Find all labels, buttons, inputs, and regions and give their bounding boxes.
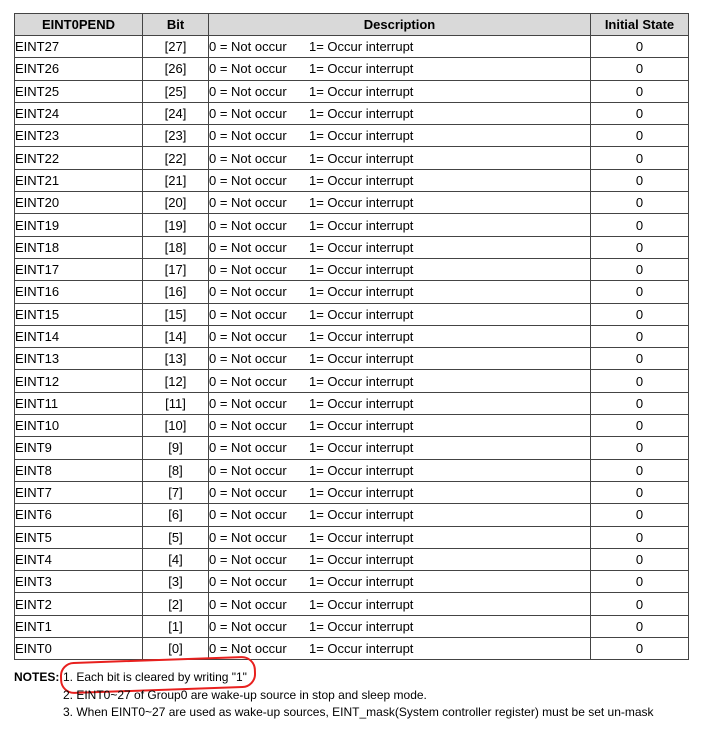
description-cell — [209, 615, 591, 637]
initial-state: 0 — [591, 526, 689, 548]
bit-index: [8] — [143, 459, 209, 481]
description-one: 1= Occur interrupt — [309, 262, 414, 278]
description-one: 1= Occur interrupt — [309, 395, 414, 411]
bit-index: [5] — [143, 526, 209, 548]
table-row — [15, 192, 689, 214]
notes-section — [14, 669, 654, 722]
description-one: 1= Occur interrupt — [309, 351, 414, 367]
description-zero: 0 = Not occur — [209, 195, 287, 211]
header-bit: Bit — [143, 14, 209, 36]
table-row — [15, 348, 689, 370]
description-cell — [209, 80, 591, 102]
initial-state: 0 — [591, 281, 689, 303]
bit-index: [15] — [143, 303, 209, 325]
bit-index: [20] — [143, 192, 209, 214]
description-one: 1= Occur interrupt — [309, 128, 414, 144]
initial-state: 0 — [591, 348, 689, 370]
register-bit-name: EINT21 — [15, 169, 143, 191]
description-cell — [209, 526, 591, 548]
initial-state: 0 — [591, 437, 689, 459]
bit-index: [11] — [143, 392, 209, 414]
header-row — [15, 14, 689, 36]
table-header — [15, 14, 689, 36]
description-cell — [209, 236, 591, 258]
description-cell — [209, 125, 591, 147]
description-one: 1= Occur interrupt — [309, 440, 414, 456]
description-one: 1= Occur interrupt — [309, 306, 414, 322]
description-zero: 0 = Not occur — [209, 574, 287, 590]
description-zero: 0 = Not occur — [209, 83, 287, 99]
initial-state: 0 — [591, 258, 689, 280]
register-bit-name: EINT25 — [15, 80, 143, 102]
description-cell — [209, 459, 591, 481]
table-row — [15, 281, 689, 303]
table-row — [15, 526, 689, 548]
register-bit-name: EINT10 — [15, 415, 143, 437]
table-row — [15, 481, 689, 503]
description-zero: 0 = Not occur — [209, 395, 287, 411]
description-one: 1= Occur interrupt — [309, 150, 414, 166]
description-one: 1= Occur interrupt — [309, 329, 414, 344]
header-initial-state: Initial State — [591, 14, 689, 36]
description-one: 1= Occur interrupt — [309, 83, 414, 99]
description-cell — [209, 258, 591, 280]
table-body — [15, 36, 689, 660]
table-row — [15, 548, 689, 570]
initial-state: 0 — [591, 593, 689, 615]
initial-state: 0 — [591, 58, 689, 80]
table-row — [15, 504, 689, 526]
initial-state: 0 — [591, 325, 689, 347]
bit-index: [23] — [143, 125, 209, 147]
register-bit-name: EINT24 — [15, 102, 143, 124]
description-zero: 0 = Not occur — [209, 596, 287, 612]
description-zero: 0 = Not occur — [209, 373, 287, 389]
table-row — [15, 370, 689, 392]
register-bit-name: EINT16 — [15, 281, 143, 303]
initial-state: 0 — [591, 147, 689, 169]
description-zero: 0 = Not occur — [209, 351, 287, 367]
description-cell — [209, 214, 591, 236]
description-zero: 0 = Not occur — [209, 239, 287, 255]
table-row — [15, 459, 689, 481]
bit-index: [0] — [143, 638, 209, 660]
table-row — [15, 147, 689, 169]
register-bit-name: EINT13 — [15, 348, 143, 370]
table-row — [15, 593, 689, 615]
description-zero: 0 = Not occur — [209, 462, 287, 478]
initial-state: 0 — [591, 638, 689, 660]
bit-index: [14] — [143, 325, 209, 347]
register-bit-name: EINT3 — [15, 571, 143, 593]
bit-index: [9] — [143, 437, 209, 459]
description-cell — [209, 392, 591, 414]
description-one: 1= Occur interrupt — [309, 596, 414, 612]
table-row — [15, 437, 689, 459]
description-one: 1= Occur interrupt — [309, 39, 414, 55]
description-one: 1= Occur interrupt — [309, 418, 414, 434]
register-bit-name: EINT26 — [15, 58, 143, 80]
register-bit-name: EINT27 — [15, 36, 143, 58]
bit-index: [1] — [143, 615, 209, 637]
initial-state: 0 — [591, 548, 689, 570]
register-bit-name: EINT14 — [15, 325, 143, 347]
bit-index: [13] — [143, 348, 209, 370]
bit-index: [21] — [143, 169, 209, 191]
description-zero: 0 = Not occur — [209, 418, 287, 434]
bit-index: [17] — [143, 258, 209, 280]
register-bit-name: EINT6 — [15, 504, 143, 526]
description-one: 1= Occur interrupt — [309, 618, 414, 634]
table-row — [15, 36, 689, 58]
bit-index: [18] — [143, 236, 209, 258]
table-row — [15, 125, 689, 147]
description-one: 1= Occur interrupt — [309, 641, 414, 657]
initial-state: 0 — [591, 481, 689, 503]
register-bit-name: EINT11 — [15, 392, 143, 414]
register-bit-name: EINT18 — [15, 236, 143, 258]
description-cell — [209, 281, 591, 303]
register-bit-name: EINT17 — [15, 258, 143, 280]
description-zero: 0 = Not occur — [209, 106, 287, 122]
description-cell — [209, 303, 591, 325]
table-row — [15, 102, 689, 124]
table-row — [15, 80, 689, 102]
description-one: 1= Occur interrupt — [309, 485, 414, 501]
description-zero: 0 = Not occur — [209, 217, 287, 233]
description-cell — [209, 192, 591, 214]
description-one: 1= Occur interrupt — [309, 172, 414, 188]
note-item-2: 2. EINT0~27 of Group0 are wake-up source in stop and sleep mode. — [63, 687, 427, 702]
bit-index: [6] — [143, 504, 209, 526]
register-bit-name: EINT12 — [15, 370, 143, 392]
initial-state: 0 — [591, 125, 689, 147]
initial-state: 0 — [591, 571, 689, 593]
description-zero: 0 = Not occur — [209, 641, 287, 657]
bit-index: [27] — [143, 36, 209, 58]
description-one: 1= Occur interrupt — [309, 551, 414, 567]
description-zero: 0 = Not occur — [209, 618, 287, 634]
description-cell — [209, 571, 591, 593]
initial-state: 0 — [591, 236, 689, 258]
header-description: Description — [209, 14, 591, 36]
bit-index: [2] — [143, 593, 209, 615]
description-one: 1= Occur interrupt — [309, 106, 414, 122]
initial-state: 0 — [591, 192, 689, 214]
register-bit-name: EINT20 — [15, 192, 143, 214]
description-one: 1= Occur interrupt — [309, 195, 414, 211]
description-zero: 0 = Not occur — [209, 61, 287, 77]
header-register-name: EINT0PEND — [15, 14, 143, 36]
initial-state: 0 — [591, 415, 689, 437]
table-row — [15, 392, 689, 414]
description-zero: 0 = Not occur — [209, 529, 287, 545]
table-row — [15, 169, 689, 191]
description-zero: 0 = Not occur — [209, 150, 287, 166]
initial-state: 0 — [591, 459, 689, 481]
description-cell — [209, 325, 591, 347]
register-bit-name: EINT5 — [15, 526, 143, 548]
description-one: 1= Occur interrupt — [309, 574, 414, 590]
register-bit-name: EINT0 — [15, 638, 143, 660]
description-one: 1= Occur interrupt — [309, 217, 414, 233]
description-cell — [209, 504, 591, 526]
description-one: 1= Occur interrupt — [309, 373, 414, 389]
register-bit-name: EINT22 — [15, 147, 143, 169]
description-cell — [209, 437, 591, 459]
bit-index: [12] — [143, 370, 209, 392]
description-zero: 0 = Not occur — [209, 440, 287, 456]
bit-index: [4] — [143, 548, 209, 570]
description-zero: 0 = Not occur — [209, 485, 287, 501]
bit-index: [24] — [143, 102, 209, 124]
description-one: 1= Occur interrupt — [309, 529, 414, 545]
bit-index: [16] — [143, 281, 209, 303]
note-item-3: 3. When EINT0~27 are used as wake-up sources, EINT_mask(System controller register) must be set un-mask — [63, 705, 654, 719]
register-bit-name: EINT1 — [15, 615, 143, 637]
initial-state: 0 — [591, 504, 689, 526]
bit-index: [25] — [143, 80, 209, 102]
table-row — [15, 615, 689, 637]
description-zero: 0 = Not occur — [209, 507, 287, 523]
initial-state: 0 — [591, 392, 689, 414]
description-cell — [209, 147, 591, 169]
description-cell — [209, 548, 591, 570]
description-zero: 0 = Not occur — [209, 306, 287, 322]
description-cell — [209, 58, 591, 80]
bit-index: [7] — [143, 481, 209, 503]
initial-state: 0 — [591, 303, 689, 325]
bit-index: [22] — [143, 147, 209, 169]
initial-state: 0 — [591, 36, 689, 58]
register-bit-name: EINT7 — [15, 481, 143, 503]
description-cell — [209, 169, 591, 191]
initial-state: 0 — [591, 214, 689, 236]
table-row — [15, 214, 689, 236]
table-row — [15, 258, 689, 280]
description-cell — [209, 36, 591, 58]
description-zero: 0 = Not occur — [209, 329, 287, 344]
register-bit-name: EINT4 — [15, 548, 143, 570]
description-one: 1= Occur interrupt — [309, 239, 414, 255]
note-item-1: 1. Each bit is cleared by writing "1" — [63, 670, 247, 684]
table-row — [15, 58, 689, 80]
register-bit-name: EINT23 — [15, 125, 143, 147]
description-cell — [209, 638, 591, 660]
table-row — [15, 571, 689, 593]
table-row — [15, 303, 689, 325]
description-zero: 0 = Not occur — [209, 39, 287, 55]
notes-label: NOTES: — [14, 670, 60, 684]
register-bit-name: EINT19 — [15, 214, 143, 236]
description-one: 1= Occur interrupt — [309, 507, 414, 523]
description-cell — [209, 481, 591, 503]
description-one: 1= Occur interrupt — [309, 284, 414, 300]
description-zero: 0 = Not occur — [209, 262, 287, 278]
register-bit-name: EINT8 — [15, 459, 143, 481]
register-bit-name: EINT2 — [15, 593, 143, 615]
description-cell — [209, 593, 591, 615]
description-cell — [209, 102, 591, 124]
table-row — [15, 325, 689, 347]
register-bit-name: EINT9 — [15, 437, 143, 459]
bit-index: [10] — [143, 415, 209, 437]
bit-index: [26] — [143, 58, 209, 80]
description-one: 1= Occur interrupt — [309, 462, 414, 478]
description-zero: 0 = Not occur — [209, 128, 287, 144]
description-cell — [209, 370, 591, 392]
bit-index: [19] — [143, 214, 209, 236]
description-zero: 0 = Not occur — [209, 284, 287, 300]
note-line-1 — [14, 669, 654, 687]
description-zero: 0 = Not occur — [209, 551, 287, 567]
initial-state: 0 — [591, 169, 689, 191]
register-bit-name: EINT15 — [15, 303, 143, 325]
initial-state: 0 — [591, 370, 689, 392]
description-cell — [209, 348, 591, 370]
description-one: 1= Occur interrupt — [309, 61, 414, 77]
initial-state: 0 — [591, 102, 689, 124]
initial-state: 0 — [591, 615, 689, 637]
initial-state: 0 — [591, 80, 689, 102]
description-zero: 0 = Not occur — [209, 172, 287, 188]
table-row — [15, 415, 689, 437]
bit-index: [3] — [143, 571, 209, 593]
register-table — [14, 13, 689, 660]
table-row — [15, 638, 689, 660]
description-cell — [209, 415, 591, 437]
table-row — [15, 236, 689, 258]
